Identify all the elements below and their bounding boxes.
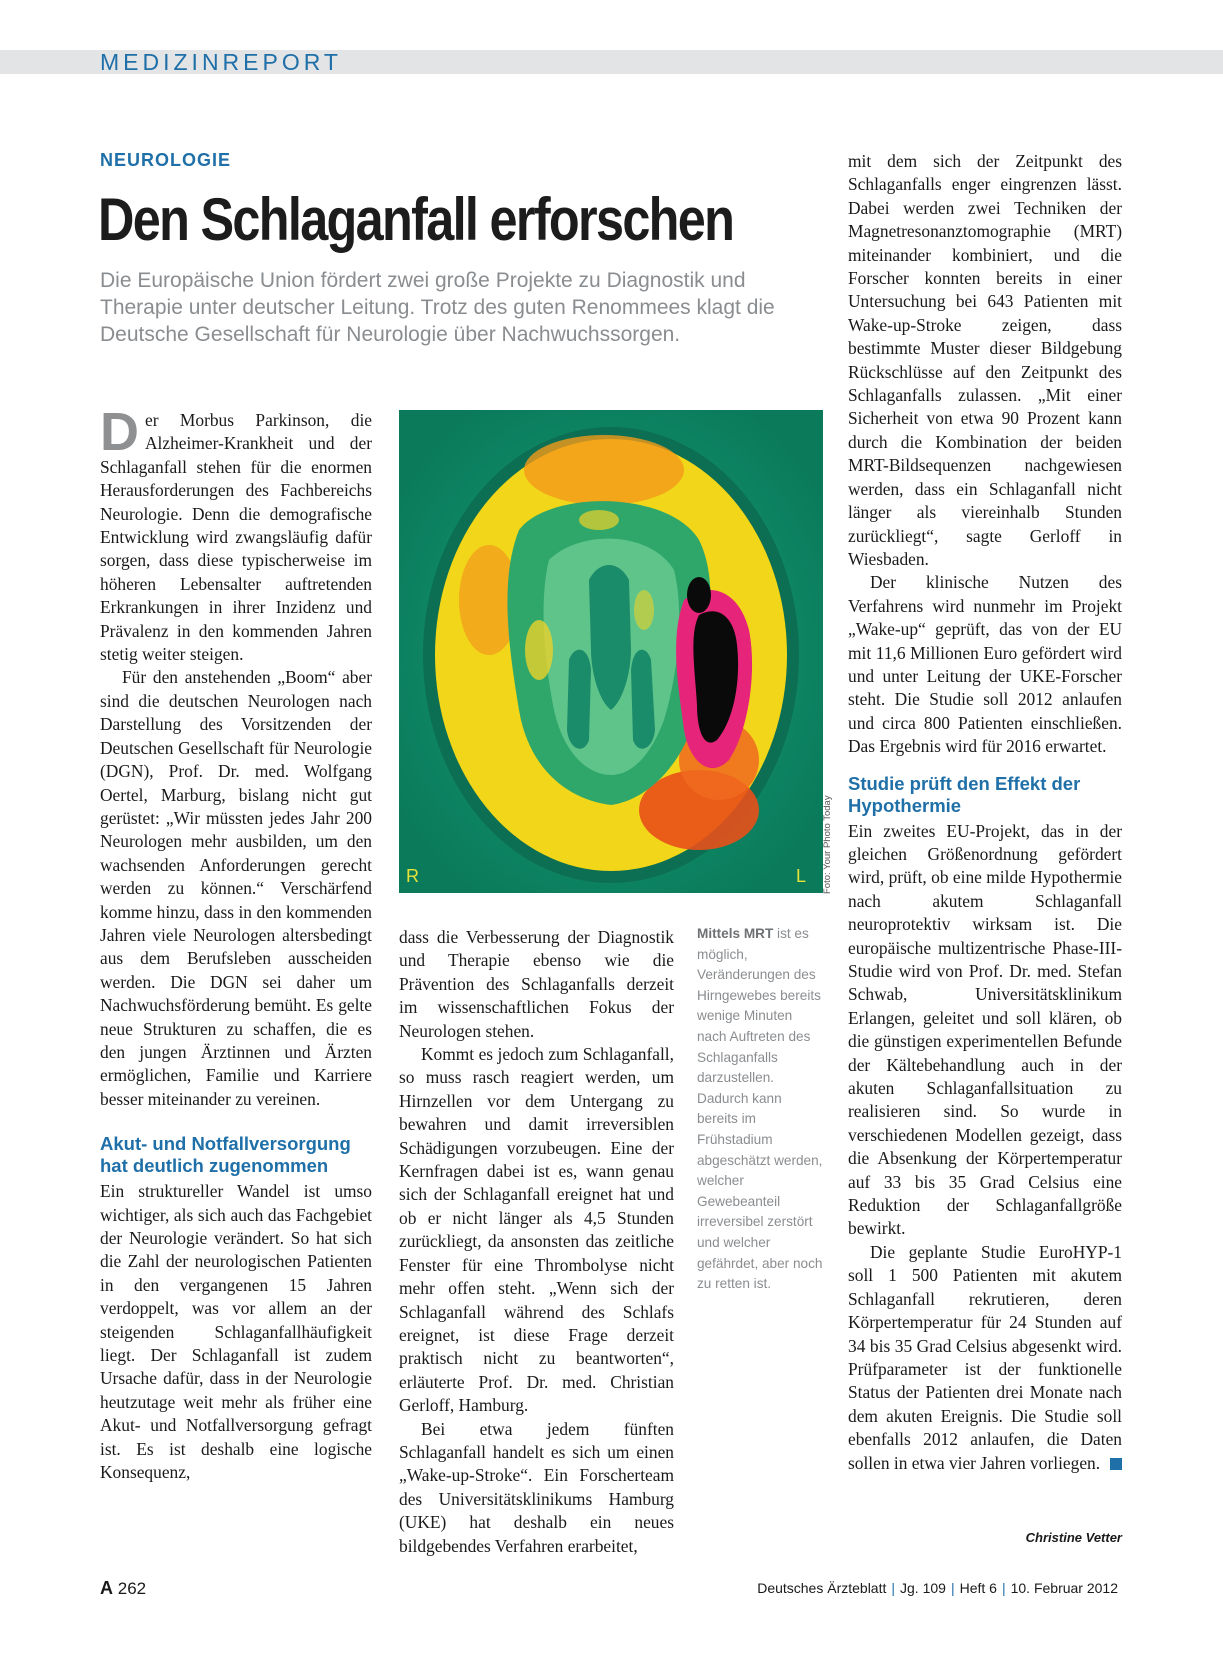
paragraph-6: Der klinische Nutzen des Verfahrens wird nunmehr im Projekt „Wake-up“ geprüft, das von der EU mit 11,6 Millionen Euro gefördert wird und unter Leitung der UKE-Forscher steht. Die Studie soll 2012 anlaufen und circa 800 Patienten einschließen. Das Ergebnis wird für 2016 erwartet. — [848, 572, 1122, 757]
end-of-article-square-icon — [1110, 1458, 1122, 1470]
paragraph-2: Für den anstehenden „Boom“ aber sind die deutschen Neurologen nach Darstellung des Vorsitzenden der Deutschen Gesellschaft für Neurologie (DGN), Prof. Dr. med. Wolfgang Oertel, Marburg, bislang nicht gut gerüstet: „Wir müssten jedes Jahr 200 Neurologen mehr ausbilden, um den wachsenden Anforderungen gerecht werden zu können.“ Verschärfend komme hinzu, dass in den kommenden Jahren viele Neurologen altersbedingt aus dem Berufsleben ausscheiden werden. Die DGN sei daher um Nachwuchsförderung bemüht. Es gelte neue Strukturen zu schaffen, die es den jungen Ärztinnen und Ärzten ermöglichen, Familie und Karriere besser miteinander zu vereinen. — [100, 667, 372, 1109]
issue: Heft 6 — [959, 1580, 997, 1596]
paragraph-1 — [100, 402, 372, 666]
subheading-1: Akut- und Notfallversorgung hat deutlich zugenommen — [100, 1133, 351, 1177]
journal-name: Deutsches Ärzteblatt — [757, 1580, 887, 1596]
figure-caption — [697, 924, 825, 1295]
paragraph-5-continued: mit dem sich der Zeitpunkt des Schlaganfalls enger eingrenzen lässt. Dabei werden zwei Techniken der Magnetresonanztomographie (MRT) miteinander kombiniert, und die Forscher konnten bereits in einer Untersuchung bei 643 Patienten mit Wake-up-Stroke zeigen, dass bestimmte Muster dieser Bildgebung Rückschlüsse auf den Zeitpunkt des Schlaganfalls zulassen. „Mit einer Sicherheit von etwa 90 Prozent kann durch die Kombination der beiden MRT-Bildsequenzen nachgewiesen werden, dass ein Schlaganfall nicht länger als viereinhalb Stunden zurückliegt“, sagte Gerloff in Wiesbaden. — [848, 151, 1122, 569]
issue-date: 10. Februar 2012 — [1010, 1580, 1118, 1596]
page-number — [100, 1578, 146, 1599]
separator: | — [891, 1580, 896, 1596]
article-kicker: NEUROLOGIE — [100, 150, 232, 170]
caption-lead: Mittels MRT — [697, 926, 774, 941]
volume: Jg. 109 — [900, 1580, 946, 1596]
paragraph-5: Bei etwa jedem fünften Schlaganfall handelt es sich um einen „Wake-up-Stroke“. Ein Forscherteam des Universitätsklinikums Hamburg (UKE) hat deshalb ein neues bildgebendes Verfahren erarbeitet, — [399, 1418, 674, 1556]
column-1 — [100, 402, 372, 1484]
article-lead: Die Europäische Union fördert zwei große Projekte zu Diagnostik und Therapie unter deutscher Leitung. Trotz des guten Renommees klagt die Deutsche Gesellschaft für Neurologie über Nachwuchssorgen. — [100, 269, 775, 346]
paragraph-3: Ein struktureller Wandel ist umso wichtiger, als sich auch das Fachgebiet der Neurologie verändert. So hat sich die Zahl der neurologischen Patienten in den vergangenen 15 Jahren verdoppelt, was vor allem an der steigenden Schlaganfallhäufigkeit liegt. Der Schlaganfall ist zudem Ursache dafür, dass in der Neurologie heutzutage weit mehr als früher eine Akut- und Notfallversorgung gefragt ist. Es ist deshalb eine logische Konsequenz, — [100, 1181, 372, 1483]
caption-text: ist es möglich, Veränderungen des Hirngewebes bereits wenige Minuten nach Auftreten des Schlaganfalls darzustellen. Dadurch kann bereits im Frühstadium abgeschätzt werden, welcher Gewebeanteil irreversibel zerstört und welcher gefährdet, aber noch zu retten ist. — [697, 926, 823, 1292]
mri-brain-scan-image — [399, 410, 823, 893]
article-title: Den Schlaganfall erforschen — [98, 186, 734, 253]
paragraph-8 — [848, 1241, 1122, 1475]
mri-figure — [399, 410, 823, 893]
paragraph-3-continued: dass die Verbesserung der Diagnostik und Therapie ebenso wie die Prävention des Schlaganfalls derzeit im wissenschaftlichen Fokus der Neurologen stehen. — [399, 927, 674, 1041]
column-2 — [399, 926, 674, 1558]
paragraph-7: Ein zweites EU-Projekt, das in der gleichen Größenordnung gefördert wird, prüft, ob eine milde Hypothermie nach akutem Schlaganfall neuroprotektiv wirksam ist. Die europäische multizentrische Phase-III-Studie wird von Prof. Dr. med. Stefan Schwab, Universitätsklinikum Erlangen, geleitet und soll klären, ob die günstigen experimentellen Befunde der Kältebehandlung auch in der akuten Schlaganfallsituation zu realisieren sind. So wurde in verschiedenen Modellen gezeigt, dass die Absenkung der Körpertemperatur auf 33 bis 35 Grad Celsius eine Reduktion der Schlaganfallgröße bewirkt. — [848, 820, 1122, 1239]
paragraph-4: Kommt es jedoch zum Schlaganfall, so muss rasch reagiert werden, um Hirnzellen vor dem Untergang zu bewahren und damit irreversiblen Schädigungen vorzubeugen. Eine der Kernfragen dabei ist es, wann genau sich der Schlaganfall ereignet hat und ob er nicht länger als 4,5 Stunden zurückliegt, da ansonsten das zeitliche Fenster für eine Thrombolyse nicht mehr offen steht. „Wenn sich der Schlaganfall während des Schlafs ereignet, ist diese Frage derzeit praktisch nicht zu beantworten“, erläuterte Prof. Dr. med. Christian Gerloff, Hamburg. — [399, 1044, 674, 1416]
figure-label-left-hemisphere: L — [796, 866, 807, 886]
subheading-2: Studie prüft den Effekt der Hypothermie — [848, 772, 1081, 816]
figure-label-right-hemisphere: R — [406, 866, 419, 886]
dropcap: D — [100, 402, 139, 462]
separator: | — [1001, 1580, 1006, 1596]
column-3 — [848, 150, 1122, 1475]
paragraph-8-text: Die geplante Studie EuroHYP-1 soll 1 500 Patienten mit akutem Schlaganfall rekrutieren, deren Körpertemperatur für 24 Stunden auf 34 bis 35 Grad Celsius abgesenkt wird. Prüfparameter ist der funktionelle Status der Patienten drei Monate nach dem akuten Ereignis. Die Studie soll ebenfalls 2012 anlaufen, die Daten sollen in etwa vier Jahren vorliegen. — [848, 1241, 1122, 1473]
page-prefix: A — [100, 1578, 113, 1598]
section-label: MEDIZINREPORT — [100, 49, 342, 75]
page-number-value: 262 — [117, 1579, 147, 1598]
article-author: Christine Vetter — [1025, 1530, 1122, 1545]
photo-credit: Foto: Your Photo Today — [822, 795, 833, 894]
publication-info — [757, 1580, 1118, 1596]
paragraph-1-text: er Morbus Parkinson, die Alzheimer-Krankheit und der Schlaganfall stehen für die enormen Herausforderungen des Fachbereichs Neurologie. Denn die demografische Entwicklung wird zwangsläufig dafür sorgen, dass diese typischerweise im höheren Lebensalter auftretenden Erkrankungen in ihrer Inzidenz und Prävalenz in den kommenden Jahren stetig weiter steigen. — [100, 410, 372, 665]
separator: | — [950, 1580, 955, 1596]
